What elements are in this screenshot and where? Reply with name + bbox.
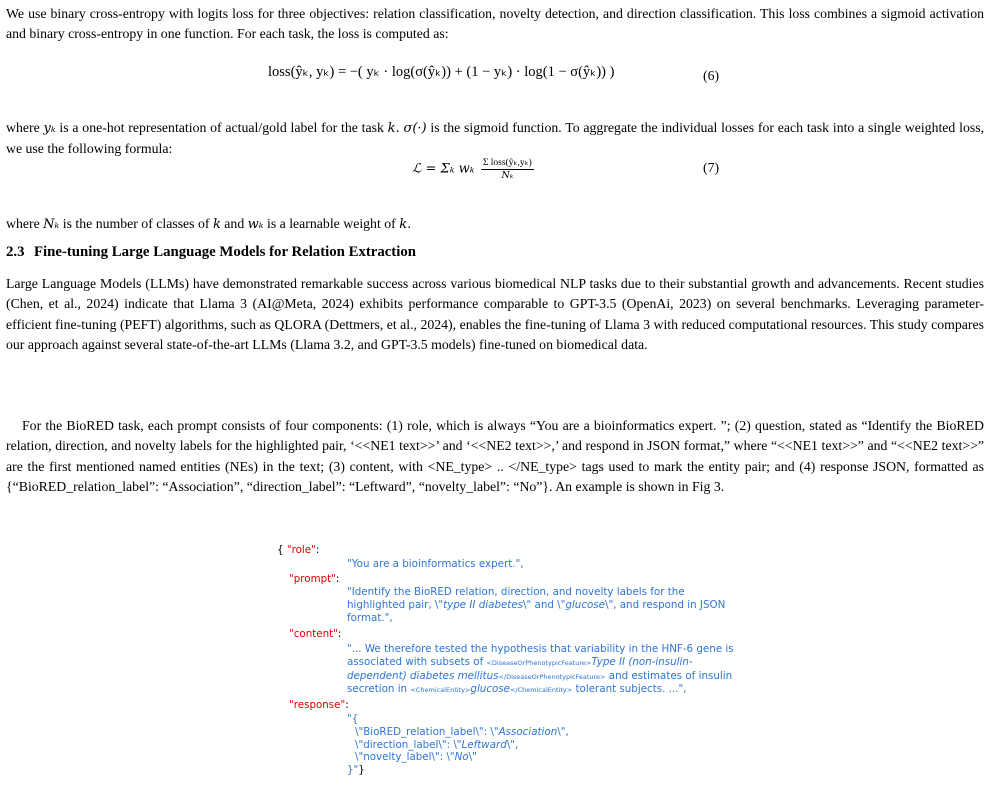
paragraph-weight-description: where Nₖ is the number of classes of k and wₖ is a learnable weight of k. [6,216,412,232]
role-key: "role" [286,544,316,556]
section-heading [6,244,416,261]
paragraph-loss-intro: We use binary cross-entropy with logits loss for three objectives: relation classification, novelty detection, and direction classification. This loss combines a sigmoid activation and binary cross-entropy in one function. For each task, the loss is computed as: [6,6,984,42]
response-key: "response" [289,699,346,711]
equation-6: loss(ŷₖ, yₖ) = −( yₖ · log(σ(ŷₖ)) + (1 − yₖ) · log(1 − σ(ŷₖ)) ) [268,64,615,80]
section-title: Fine-tuning Large Language Models for Relation Extraction [34,244,416,260]
content-value: "... We therefore tested the hypothesis that variability in the HNF-6 gene is associated with subsets of <DiseaseOrPhenotypicFeature>Type II (non-insulin- dependent) diabetes mellitus</DiseaseOrPhenotypicFeature> and estimates of insulin secretion in <ChemicalEntity>glucose</ChemicalEntity> tolerant subjects. ...", [347,643,734,696]
content-key: "content" [289,628,338,640]
role-value: "You are a bioinformatics expert.", [347,558,524,570]
response-value: "{ \"BioRED_relation_label\": \"Association\", \"direction_label\": \"Leftward\", \"novelty_label\": \"No\" }"} [347,713,569,777]
equation-7-number: (7) [703,160,720,175]
section-number: 2.3 [6,244,25,260]
equation-7: ℒ = Σₖ wₖ Σ loss(ŷₖ,yₖ) Nₖ [412,158,532,181]
paragraph-biored-prompt: For the BioRED task, each prompt consists of four components: (1) role, which is always “You are a bioinformatics expert. ”; (2) question, stated as “Identify the BioRED relation, direction, and novelty labels for the highlighted pair, ‘<<NE1 text>>’ and ‘<<NE2 text>>,’ and respond in JSON format,” where “<<NE1 text>>” and “<<NE2 text>>” are the first mentioned named entities (NEs) in the text; (3) content, with <NE_type> .. </NE_type> tags used to mark the entity pair; and (4) response JSON, formatted as {“BioRED_relation_label”: “Association”, “direction_label”: “Leftward”, “novelty_label”: “No”}. An example is shown in Fig 3. [6,418,984,494]
prompt-value: "Identify the BioRED relation, direction, and novelty labels for the highlighted pair, \"type II diabetes\" and \"glucose\", and respond in JSON format.", [347,586,726,624]
equation-6-number: (6) [703,68,720,83]
paragraph-loss-description: where yₖ is a one-hot representation of actual/gold label for the task k. σ(·) is the sigmoid function. To aggregate the individual losses for each task into a single weighted loss, we use the following formula: [6,120,985,157]
paragraph-llm-intro: Large Language Models (LLMs) have demonstrated remarkable success across various biomedical NLP tasks due to their substantial growth and advancements. Recent studies (Chen, et al., 2024) indicate that Llama 3 (AI@Meta, 2024) exhibits performance comparable to GPT-3.5 (OpenAi, 2023) on several benchmarks. Leveraging parameter-efficient fine-tuning (PEFT) algorithms, such as QLORA (Dettmers, et al., 2024), enables the fine-tuning of Llama 3 with reduced computational resources. This study compares our approach against several state-of-the-art LLMs (Llama 3.2, and GPT-3.5 models) fine-tuned on biomedical data. [6,276,984,352]
prompt-key: "prompt" [289,573,336,585]
